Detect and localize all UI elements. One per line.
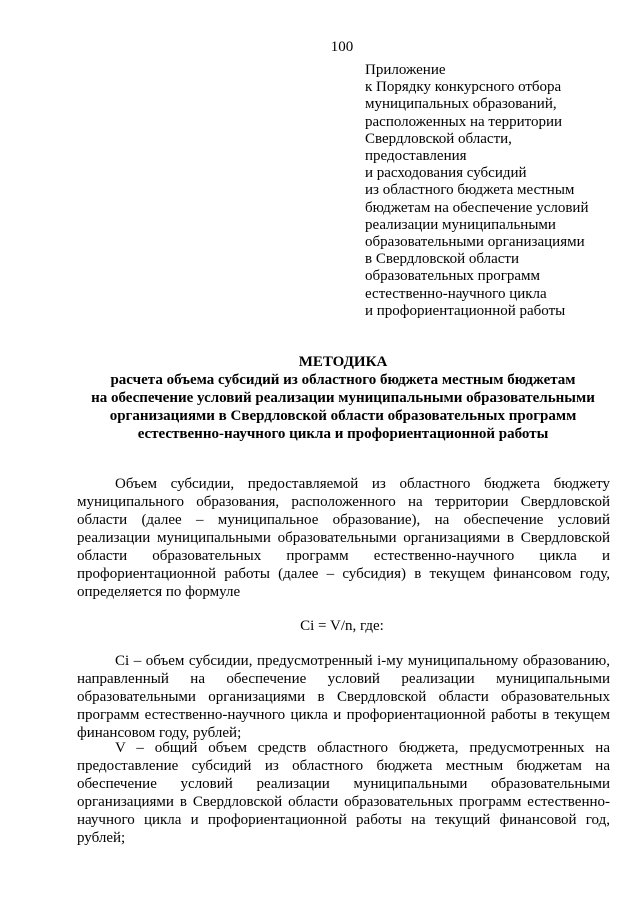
appendix-line: муниципальных образований, [365,96,557,113]
page-number: 100 [330,39,354,55]
appendix-line: бюджетам на обеспечение условий [365,199,589,216]
appendix-line: образовательных программ [365,268,540,285]
title-line: организациями в Свердловской области образовательных программ [109,408,577,424]
appendix-line: из областного бюджета местным [365,182,575,199]
appendix-line: естественно-научного цикла [365,285,547,302]
appendix-line: к Порядку конкурсного отбора [365,79,562,96]
appendix-line: расположенных на территории [365,113,563,130]
formula: Ci = V/n, где: [300,618,384,634]
appendix-line: Приложение [365,62,446,78]
document-title [70,353,616,443]
body-paragraph-ci-definition: Ci – объем субсидии, предусмотренный i-му муниципальному образованию, направленный на обеспечение условий реализации муниципальными образовательными организациями в Свердловской области образовательных программ естественно-научного цикла и профориентационной работы в текущем финансовом году, рублей; [77,653,610,741]
appendix-line: Свердловской области, [365,130,512,147]
appendix-line: образовательными организациями [365,234,585,251]
appendix-note [365,62,625,320]
body-paragraph-v-definition: V – общий объем средств областного бюджета, предусмотренных на предоставление субсидий из областного бюджета местным бюджетам на обеспечение условий реализации муниципальными образовательными организациями в Свердловской области образовательных программ естественно-научного цикла и профориентационной работы на текущий финансовой год, рублей; [77,740,610,846]
appendix-line: и расходования субсидий [365,165,527,182]
title-heading: МЕТОДИКА [298,354,388,370]
title-line: расчета объема субсидий из областного бюджета местным бюджетам [110,372,576,388]
title-line: на обеспечение условий реализации муниципальными образовательными [91,390,595,406]
title-line: естественно-научного цикла и профориентационной работы [137,426,549,442]
appendix-line: и профориентационной работы [365,302,566,319]
body-paragraph-intro: Объем субсидии, предоставляемой из областного бюджета бюджету муниципального образования, расположенного на территории Свердловской области (далее – муниципальное образование), на обеспечение условий реализации муниципальными образовательными организациями в Свердловской области образовательных программ естественно-научного цикла и профориентационной работы (далее – субсидия) в текущем финансовом году, определяется по формуле [77,476,610,600]
appendix-line: в Свердловской области [365,251,520,268]
appendix-line: предоставления [365,148,467,165]
appendix-line: реализации муниципальными [365,216,556,233]
